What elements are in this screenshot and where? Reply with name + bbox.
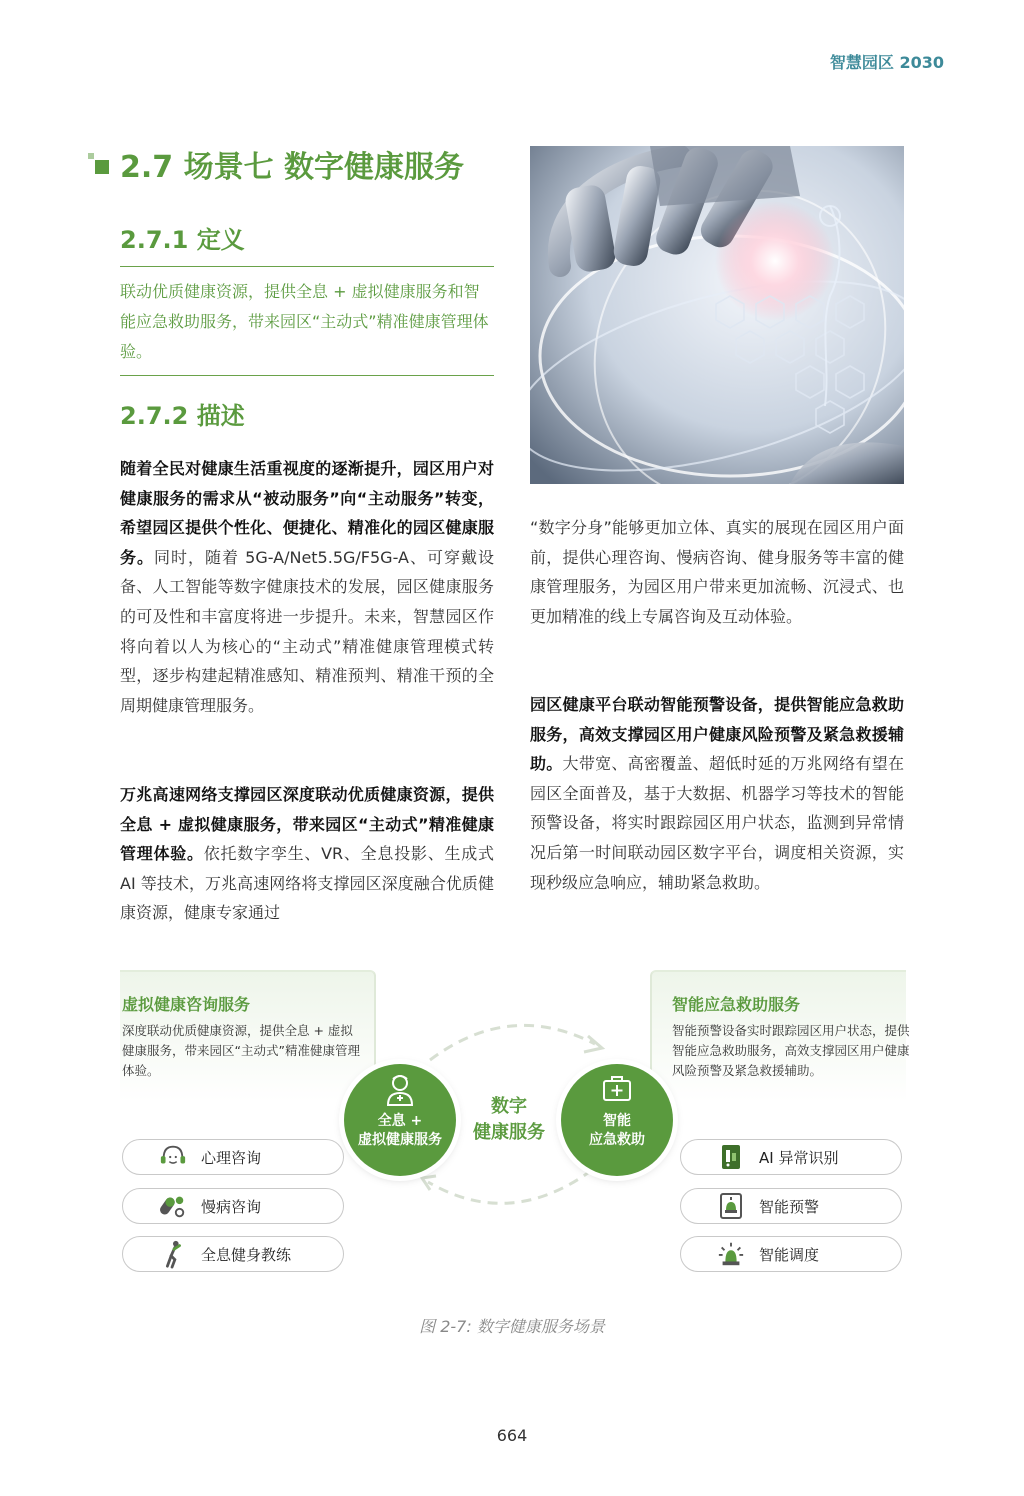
- running-header: 智慧园区 2030: [829, 53, 944, 72]
- ai-alert-icon: [717, 1143, 745, 1171]
- fitness-person-icon: [159, 1240, 187, 1268]
- section-title: [88, 142, 464, 186]
- siren-icon: [717, 1240, 745, 1268]
- emergency-rescue-text: 智能预警设备实时跟踪园区用户状态，提供智能应急救助服务，高效支撑园区用户健康风险预警及紧急救援辅助。: [672, 1023, 910, 1078]
- paragraph-2-lead: 万兆高速网络支撑园区深度联动优质健康资源，提供全息 + 虚拟健康服务，带来园区“主动式”精准健康管理体验。: [120, 785, 494, 864]
- right-circle-line2: 应急救助: [589, 1132, 645, 1148]
- doctor-icon: [384, 1072, 416, 1108]
- left-circle-line1: 全息 +: [377, 1113, 423, 1129]
- pill-label: 全息健身教练: [201, 1245, 292, 1264]
- alarm-device-icon: [717, 1192, 745, 1220]
- hologram-virtual-service-node: [344, 1064, 456, 1176]
- paragraph-1-lead: 随着全民对健康生活重视度的逐渐提升，园区用户对健康服务的需求从“被动服务”向“主动服务”转变，希望园区提供个性化、便捷化、精准化的园区健康服务。: [120, 459, 494, 567]
- pill-label: 心理咨询: [201, 1148, 262, 1167]
- description-paragraph-3: “数字分身”能够更加立体、真实的展现在园区用户面前，提供心理咨询、慢病咨询、健身服务等丰富的健康管理服务，为园区用户带来更加流畅、沉浸式、也更加精准的线上专属咨询及互动体验。: [530, 518, 904, 626]
- pill-smart-alert: [680, 1188, 902, 1224]
- pill-holo-fitness: [122, 1236, 344, 1272]
- headset-face-icon: [159, 1143, 187, 1171]
- virtual-consult-title: 虚拟健康咨询服务: [122, 995, 251, 1014]
- description-paragraph-2: [120, 780, 494, 928]
- digital-health-center-label: [466, 1094, 552, 1146]
- pill-chronic-consult: [122, 1188, 344, 1224]
- emergency-rescue-title: 智能应急救助服务: [672, 995, 801, 1014]
- right-circle-line1: 智能: [603, 1113, 631, 1129]
- smart-emergency-node: [561, 1064, 673, 1176]
- paragraph-2-body: 依托数字孪生、VR、全息投影、生成式 AI 等技术，万兆高速网络将支撑园区深度融合优质健康资源，健康专家通过: [120, 844, 494, 923]
- first-aid-kit-icon: [601, 1072, 633, 1104]
- section-bullet-icon: [88, 153, 110, 175]
- definition-box: [120, 266, 494, 376]
- emergency-rescue-panel: [650, 970, 910, 1102]
- pill-label: AI 异常识别: [759, 1148, 839, 1167]
- center-line2: 健康服务: [473, 1122, 545, 1143]
- description-heading: 2.7.2 描述: [120, 402, 245, 430]
- paragraph-4-body: 大带宽、高密覆盖、超低时延的万兆网络有望在园区全面普及，基于大数据、机器学习等技术的智能预警设备，将实时跟踪园区用户状态，监测到异常情况后第一时间联动园区数字平台，调度相关资源，实现秒级应急响应，辅助紧急救助。: [530, 754, 904, 892]
- pill-smart-dispatch: [680, 1236, 902, 1272]
- paragraph-1-body: 同时，随着 5G-A/Net5.5G/F5G-A、可穿戴设备、人工智能等数字健康技术的发展，园区健康服务的可及性和丰富度将进一步提升。未来，智慧园区作将向着以人为核心的“主动式”精准健康管理模式转型，逐步构建起精准感知、精准预判、精准干预的全周期健康管理服务。: [120, 547, 494, 715]
- description-paragraph-4: [530, 690, 904, 897]
- definition-heading: 2.7.1 定义: [120, 226, 245, 254]
- paragraph-4-lead: 园区健康平台联动智能预警设备，提供智能应急救助服务，高效支撑园区用户健康风险预警及紧急救援辅助。: [530, 695, 904, 774]
- pill-label: 慢病咨询: [201, 1197, 262, 1216]
- page-number: 664: [496, 1426, 528, 1445]
- figure-caption: 图 2-7: 数字健康服务场景: [419, 1317, 605, 1336]
- description-paragraph-1: [120, 454, 494, 720]
- pills-icon: [159, 1192, 187, 1220]
- pill-label: 智能调度: [759, 1245, 820, 1264]
- pill-ai-anomaly: [680, 1139, 902, 1175]
- left-circle-line2: 虚拟健康服务: [358, 1132, 442, 1148]
- definition-text: 联动优质健康资源，提供全息 + 虚拟健康服务和智能应急救助服务，带来园区“主动式”精准健康管理体验。: [120, 282, 489, 361]
- virtual-consult-panel: [120, 970, 376, 1102]
- section-title-text: 2.7 场景七 数字健康服务: [120, 150, 465, 185]
- robot-hand-health-illustration: [530, 146, 904, 484]
- pill-psych-consult: [122, 1139, 344, 1175]
- virtual-consult-text: 深度联动优质健康资源，提供全息 + 虚拟健康服务，带来园区“主动式”精准健康管理体验。: [122, 1023, 360, 1078]
- center-line1: 数字: [491, 1096, 527, 1117]
- pill-label: 智能预警: [759, 1197, 820, 1216]
